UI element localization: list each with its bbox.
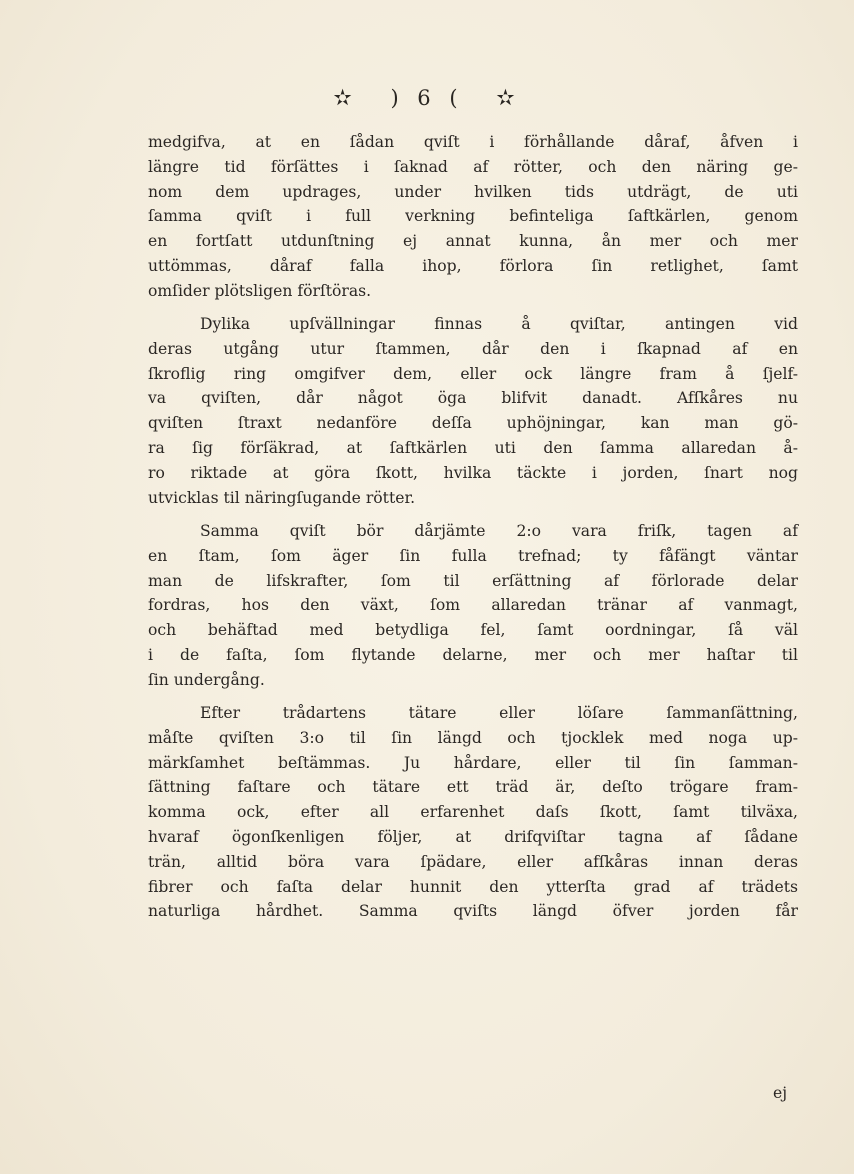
text-line: nom dem updrages, under hvilken tids utdrägt, de uti [148, 182, 798, 201]
star-ornament-right: ✫ [496, 86, 521, 111]
paragraph-4 [148, 701, 798, 924]
body-text [148, 130, 798, 933]
text-line: i de faſta, ſom flytande delarne, mer och mer haſtar til [148, 645, 798, 664]
text-line: ſin undergång. [148, 670, 265, 689]
text-line: qviſten ſtraxt nedanföre deſſa uphöjningar, kan man gö- [148, 414, 798, 433]
text-line: utvicklas til näringſugande rötter. [148, 488, 416, 507]
text-line: ſkroflig ring omgifver dem, eller ock längre fram å ſjelf- [148, 364, 798, 383]
text-line: va qviſten, dår något öga blifvit danadt. Afſkåres nu [148, 389, 798, 408]
text-line: medgifva, at en ſådan qviſt i förhållande dåraf, åfven i [148, 133, 798, 151]
text-line: måſte qviſten 3:o til ſin längd och tjocklek med noga up- [148, 728, 798, 747]
text-line: längre tid förſättes i ſaknad af rötter, och den näring ge- [148, 157, 798, 176]
text-line: ro riktade at göra ſkott, hvilka täckte i jorden, ſnart nog [148, 463, 798, 482]
text-line: naturliga hårdhet. Samma qviſts längd öfver jorden får [148, 902, 798, 921]
text-line: märkſamhet beſtämmas. Ju hårdare, eller til ſin ſamman- [148, 753, 798, 772]
text-line: ſamma qviſt i full verkning befinteliga ſaftkärlen, genom [148, 207, 798, 226]
text-line: hvaraf ögonſkenligen följer, at drifqviſtar tagna af ſådane [148, 828, 798, 847]
text-line: deras utgång utur ſtammen, dår den i ſkapnad af en [148, 339, 798, 358]
text-line: omſider plötsligen förſtöras. [148, 281, 372, 300]
text-line: en fortſatt utdunſtning ej annat kunna, ån mer och mer [148, 232, 798, 251]
text-line: en ſtam, ſom äger ſin fulla trefnad; ty fåfängt väntar [148, 546, 798, 565]
text-line: och behäftad med betydliga fel, ſamt oordningar, ſå väl [148, 621, 798, 640]
text-line: fibrer och faſta delar hunnit den ytterſta grad af trädets [148, 877, 798, 896]
page-header [0, 86, 854, 111]
text-line: fordras, hos den växt, ſom allaredan tränar af vanmagt, [148, 596, 798, 615]
paragraph-1 [148, 130, 798, 304]
page-number: ) 6 ( [390, 86, 464, 110]
text-line: ſättning faſtare och tätare ett träd är, deſto trögare fram- [148, 778, 798, 797]
text-line: trän, alltid böra vara ſpädare, eller afſkåras innan deras [148, 852, 798, 871]
text-line: ra ſig förſäkrad, at ſaftkärlen uti den ſamma allaredan å- [148, 439, 798, 458]
text-line: man de lifskrafter, ſom til erſättning af förlorade delar [148, 571, 798, 590]
star-ornament-left: ✫ [333, 86, 358, 111]
paragraph-2 [148, 312, 798, 510]
text-line: komma ock, efter all erfarenhet daſs ſkott, ſamt tilväxa, [148, 803, 798, 822]
catchword: ej [773, 1084, 788, 1102]
paragraph-3 [148, 519, 798, 693]
text-line: Efter trådartens tätare eller löſare ſammanſättning, [200, 704, 798, 723]
text-line: Samma qviſt bör dårjämte 2:o vara friſk, tagen af [200, 521, 798, 540]
text-line: uttömmas, dåraf falla ihop, förlora ſin retlighet, ſamt [148, 256, 798, 275]
text-line: Dylika upſvällningar finnas å qviſtar, antingen vid [200, 315, 798, 334]
